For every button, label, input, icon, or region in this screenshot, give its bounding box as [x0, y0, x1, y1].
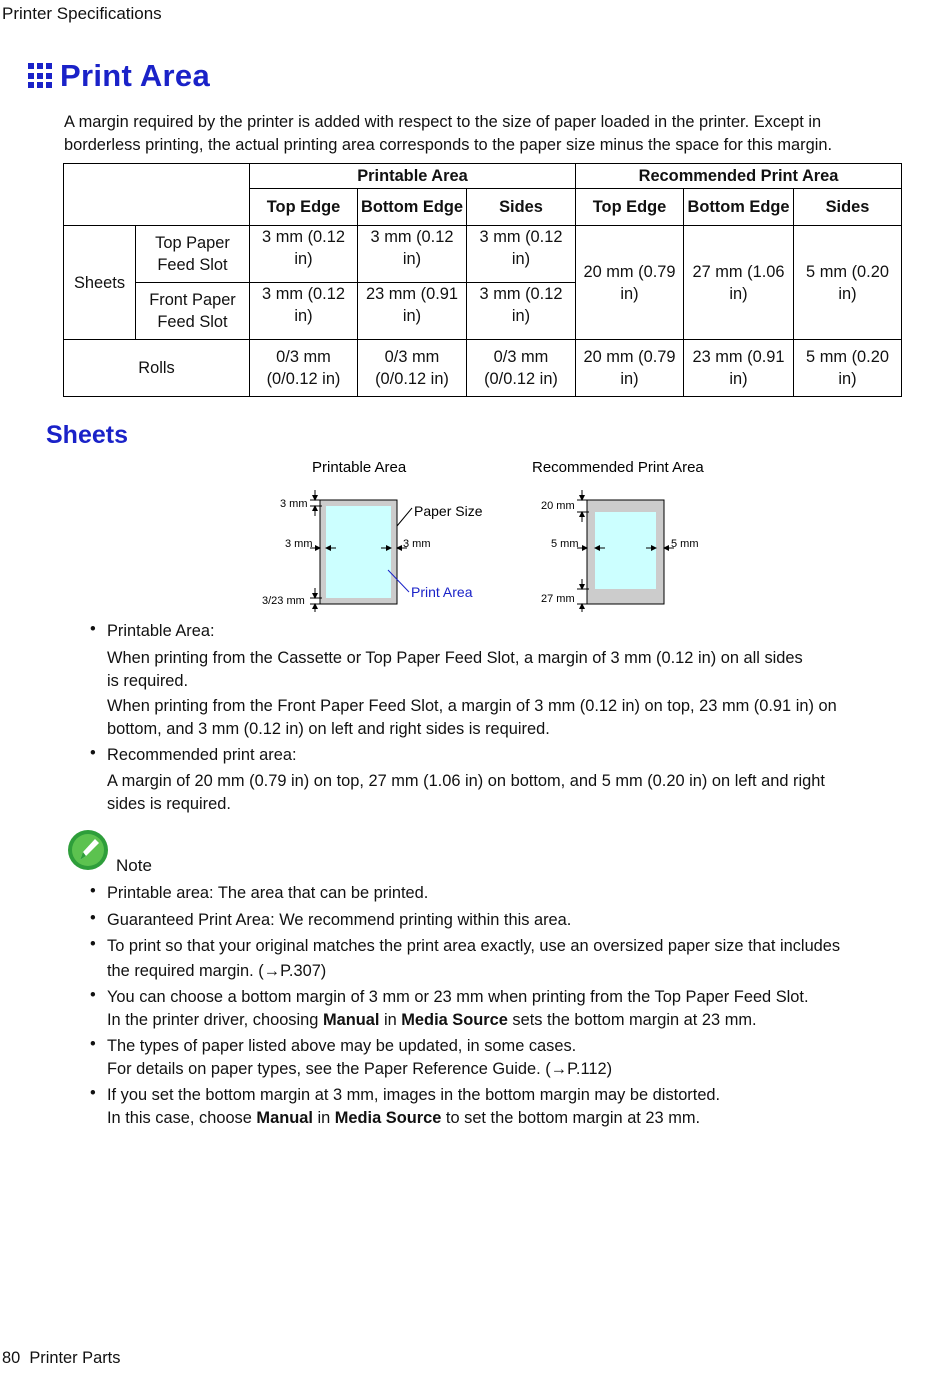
print-area-recommended	[595, 512, 656, 589]
text-run: in	[379, 1011, 402, 1029]
note-item-text: To print so that your original matches the print area exactly, use an oversized paper size that includes	[107, 937, 841, 955]
group-header-recommended: Recommended Print Area	[576, 164, 902, 189]
table-cell: 0/3 mm (0/0.12 in)	[250, 340, 358, 397]
right-margin-label: 5 mm	[671, 538, 699, 550]
bullet-subtext: is required.	[107, 672, 189, 690]
text-run: In this case, choose	[107, 1109, 257, 1127]
bold-term: Manual	[256, 1109, 313, 1127]
margin-diagram	[250, 452, 710, 612]
text-run: in	[312, 1109, 335, 1127]
note-item-text: Guaranteed Print Area: We recommend printing within this area.	[107, 911, 572, 929]
table-cell: 0/3 mm (0/0.12 in)	[467, 340, 576, 397]
bullet-dot: •	[90, 909, 96, 927]
bullet-dot: •	[90, 1084, 96, 1102]
bottom-margin-label: 27 mm	[541, 593, 575, 605]
col-header: Sides	[467, 189, 576, 226]
bullet-dot: •	[90, 935, 96, 953]
paper-size-leader	[397, 508, 412, 526]
col-header: Top Edge	[250, 189, 358, 226]
grid-icon	[28, 63, 54, 89]
table-cell: 0/3 mm (0/0.12 in)	[358, 340, 467, 397]
note-item-text: For details on paper types, see the Paper Reference Guide. (→P.112)	[107, 1060, 613, 1078]
bold-term: Manual	[322, 1011, 380, 1029]
bullet-dot: •	[90, 744, 96, 762]
bullet-subtext: When printing from the Cassette or Top Paper Feed Slot, a margin of 3 mm (0.12 in) on all sides	[107, 649, 803, 667]
note-pencil-icon	[66, 828, 112, 874]
page-title: Print Area	[60, 58, 211, 93]
row-label: Top Paper Feed Slot	[136, 226, 250, 283]
bullet-dot: •	[90, 620, 96, 638]
table-corner	[64, 164, 250, 226]
right-margin-label: 3 mm	[403, 538, 431, 550]
top-margin-label: 3 mm	[280, 498, 308, 510]
bullet-text: Recommended print area:	[107, 746, 297, 764]
bullet-dot: •	[90, 986, 96, 1004]
note-item-text: If you set the bottom margin at 3 mm, images in the bottom margin may be distorted.	[107, 1086, 721, 1104]
rolls-label: Rolls	[64, 340, 250, 397]
bottom-margin-label: 3/23 mm	[262, 595, 305, 607]
printable-area-caption: Printable Area	[312, 459, 407, 476]
bullet-subtext: When printing from the Front Paper Feed Slot, a margin of 3 mm (0.12 in) on top, 23 mm (0.91 in) on	[107, 697, 837, 715]
bullet-text: Printable Area:	[107, 622, 215, 640]
bullet-subtext: bottom, and 3 mm (0.12 in) on left and right sides is required.	[107, 720, 550, 738]
section-title-sheets: Sheets	[46, 421, 128, 449]
intro-paragraph: A margin required by the printer is added with respect to the size of paper loaded in the printer. Except in borderless printing, the actual printing area corresponds to the paper size minus the space for this margin.	[64, 113, 833, 154]
bullet-subtext: A margin of 20 mm (0.79 in) on top, 27 mm (1.06 in) on bottom, and 5 mm (0.20 in) on left and right	[107, 772, 825, 790]
table-cell: 20 mm (0.79 in)	[576, 340, 684, 397]
table-cell: 3 mm (0.12 in)	[250, 226, 358, 283]
table-cell: 27 mm (1.06 in)	[684, 226, 794, 340]
running-header: Printer Specifications	[2, 4, 162, 23]
paper-size-label: Paper Size	[414, 503, 483, 519]
table-cell: 23 mm (0.91 in)	[358, 283, 467, 340]
bullet-dot: •	[90, 1035, 96, 1053]
text-run: In the printer driver, choosing	[107, 1011, 323, 1029]
bullet-subtext: sides is required.	[107, 795, 231, 813]
note-item-text: the required margin. (→P.307)	[107, 962, 327, 980]
title-block	[28, 58, 210, 94]
table-cell: 3 mm (0.12 in)	[467, 283, 576, 340]
print-area-table	[63, 163, 902, 397]
text-run: to set the bottom margin at 23 mm.	[441, 1109, 701, 1127]
col-header: Bottom Edge	[358, 189, 467, 226]
page-number: 80	[2, 1349, 21, 1367]
note-item-text: You can choose a bottom margin of 3 mm or 23 mm when printing from the Top Paper Feed Slot.	[107, 988, 809, 1006]
text-run: sets the bottom margin at 23 mm.	[507, 1011, 757, 1029]
print-area-label: Print Area	[411, 584, 473, 600]
table-cell: 3 mm (0.12 in)	[467, 226, 576, 283]
print-area-printable	[326, 506, 391, 598]
sheets-label: Sheets	[64, 226, 136, 340]
row-label: Front Paper Feed Slot	[136, 283, 250, 340]
table-cell: 5 mm (0.20 in)	[794, 226, 902, 340]
col-header: Top Edge	[576, 189, 684, 226]
col-header: Sides	[794, 189, 902, 226]
note-label: Note	[116, 856, 152, 875]
table-cell: 3 mm (0.12 in)	[250, 283, 358, 340]
col-header: Bottom Edge	[684, 189, 794, 226]
note-item-text: Printable area: The area that can be printed.	[107, 884, 429, 902]
left-margin-label: 3 mm	[285, 538, 313, 550]
recommended-area-caption: Recommended Print Area	[532, 459, 704, 476]
bold-term: Media Source	[334, 1109, 442, 1127]
note-item-rich-text	[107, 1107, 897, 1130]
left-margin-label: 5 mm	[551, 538, 579, 550]
bullet-dot: •	[90, 882, 96, 900]
table-cell: 3 mm (0.12 in)	[358, 226, 467, 283]
page-footer	[2, 1349, 120, 1368]
bold-term: Media Source	[401, 1011, 508, 1029]
table-cell: 20 mm (0.79 in)	[576, 226, 684, 340]
table-cell: 5 mm (0.20 in)	[794, 340, 902, 397]
note-item-text: The types of paper listed above may be updated, in some cases.	[107, 1037, 577, 1055]
top-margin-label: 20 mm	[541, 500, 575, 512]
group-header-printable: Printable Area	[250, 164, 576, 189]
table-cell: 23 mm (0.91 in)	[684, 340, 794, 397]
note-item-rich-text	[107, 1009, 897, 1032]
footer-section: Printer Parts	[29, 1349, 121, 1367]
